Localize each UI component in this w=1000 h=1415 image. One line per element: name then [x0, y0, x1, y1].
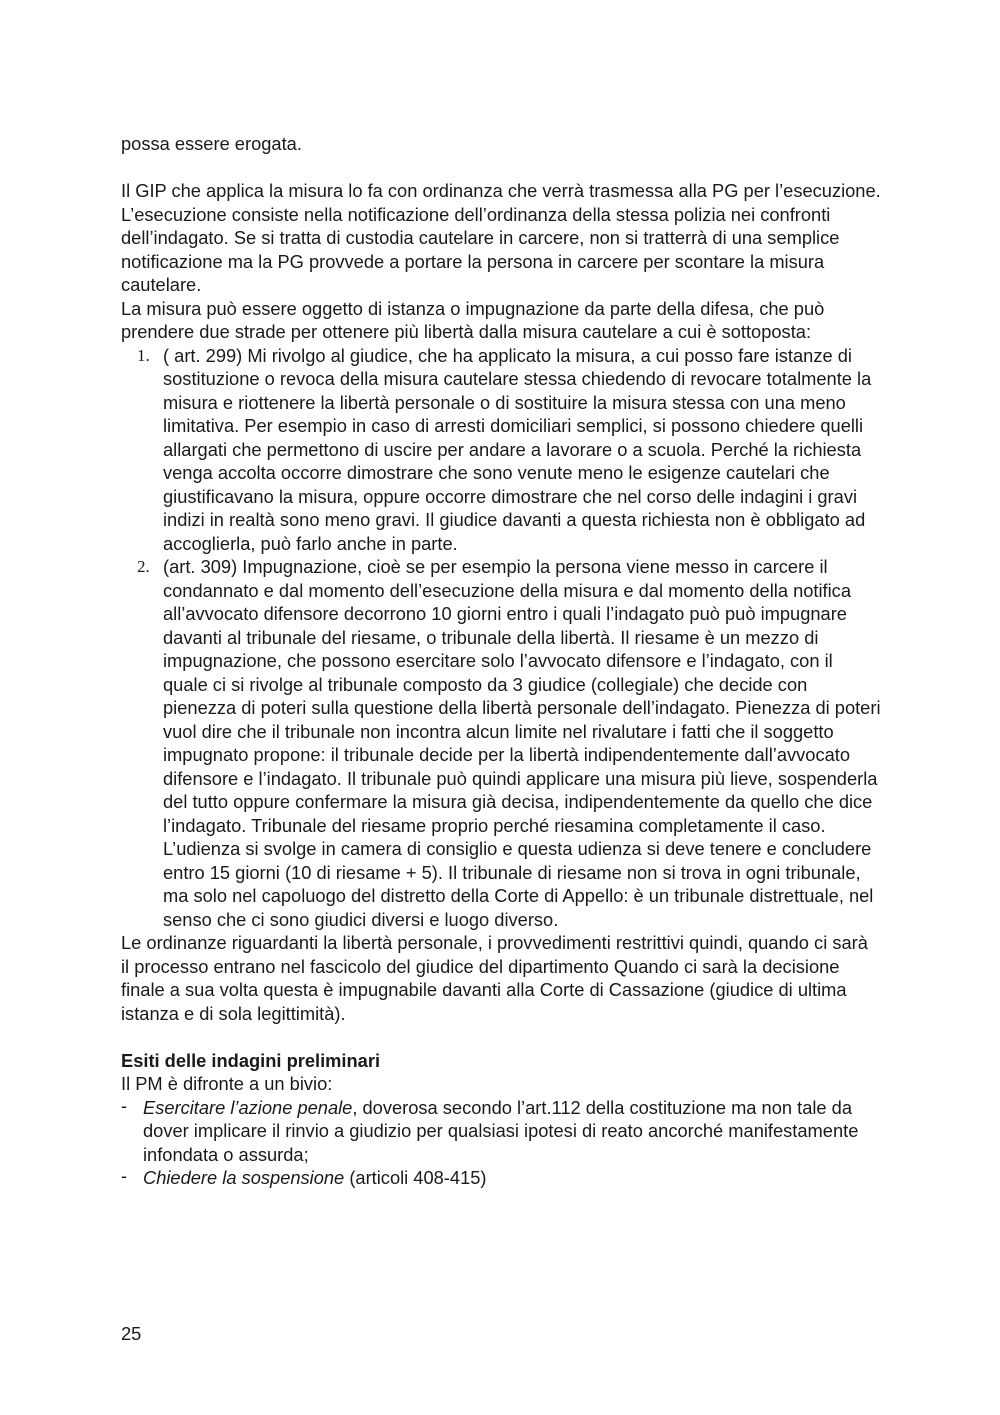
- list-item-text: ( art. 299) Mi rivolgo al giudice, che ha applicato la misura, a cui posso fare istanze di sostituzione o revoca della misura cautelare stessa chiedendo di revocare totalmente la misura e riottenere la libertà personale o di sostituire la misura stessa con una meno limitativa. Per esempio in caso di arresti domiciliari semplici, si possono chiedere quelli allargati che permettono di uscire per andare a lavorare o a scuola. Perché la richiesta venga accolta occorre dimostrare che sono venute meno le esigenze cautelari che giustificavano la misura, oppure occorre dimostrare che nel corso delle indagini i gravi indizi in realtà sono meno gravi. Il giudice davanti a questa richiesta non è obbligato ad accoglierla, può farlo anche in parte.: [163, 344, 872, 554]
- list-item-text: (art. 309) Impugnazione, cioè se per esempio la persona viene messo in carcere il condannato e dal momento dell’esecuzione della misura e dal momento della notifica all’avvocato difensore decorrono 10 giorni entro i quali l’indagato può può impugnare davanti al tribunale del riesame, o tribunale della libertà. Il riesame è un mezzo di impugnazione, che possono esercitare solo l’avvocato difensore e l’indagato, con il quale ci si rivolge al tribunale composto da 3 giudice (collegiale) che decide con pienezza di poteri sulla questione della libertà personale dell’indagato. Pienezza di poteri vuol dire che il tribunale non incontra alcun limite nel rivalutare i fatti che il soggetto impugnato propone: il tribunale decide per la libertà indipendentemente dall’avvocato difensore e l’indagato. Il tribunale può quindi applicare una misura più lieve, sospenderla del tutto oppure confermare la misura già decisa, indipendentemente da quello che dice l’indagato. Tribunale del riesame proprio perché riesamina completamente il caso. L’udienza si svolge in camera di consiglio e questa udienza si deve tenere e concludere entro 15 giorni (10 di riesame + 5). Il tribunale di riesame non si trova in ogni tribunale, ma solo nel capoluogo del distretto della Corte di Appello: è un tribunale distrettuale, nel senso che ci sono giudici diversi e luogo diverso.: [163, 556, 881, 930]
- dash-item-text: , doverosa secondo l’art.112 della costituzione ma non tale da dover implicare il rinvio a giudizio per qualsiasi ipotesi di reato ancorché manifestamente infondata o assurda;: [143, 1096, 859, 1165]
- dash-item-text: (articoli 408-415): [344, 1167, 487, 1188]
- section-heading: Esiti delle indagini preliminari: [121, 1049, 381, 1071]
- dash-list: [121, 1096, 881, 1190]
- numbered-list-item: [121, 555, 881, 931]
- paragraph-gip: Il GIP che applica la misura lo fa con ordinanza che verrà trasmessa alla PG per l’esecuzione. L’esecuzione consiste nella notificazione dell’ordinanza della stessa polizia nei confronti dell’indagato. Se si tratta di custodia cautelare in carcere, non si tratterrà di una semplice notificazione ma la PG provvede a portare la persona in carcere per scontare la misura cautelare.: [121, 180, 881, 295]
- dash-marker: -: [121, 1165, 128, 1186]
- list-number: 1.: [137, 345, 150, 365]
- top-fragment: possa essere erogata.: [121, 133, 302, 154]
- paragraph-spacer: [121, 1025, 881, 1049]
- numbered-list: [121, 344, 881, 932]
- dash-item-italic: Esercitare l’azione penale: [143, 1096, 353, 1118]
- paragraph-misura: La misura può essere oggetto di istanza o impugnazione da parte della difesa, che può prendere due strade per ottenere più libertà dalla misura cautelare a cui è sottoposta:: [121, 297, 825, 342]
- dash-list-item: [121, 1166, 881, 1190]
- paragraph-ordinanze: Le ordinanze riguardanti la libertà personale, i provvedimenti restrittivi quindi, quando ci sarà il processo entrano nel fascicolo del giudice del dipartimento Quando ci sarà la decisione finale a sua volta questa è impugnabile davanti alla Corte di Cassazione (giudice di ultima istanza e di sola legittimità).: [121, 932, 868, 1024]
- section-intro: Il PM è difronte a un bivio:: [121, 1073, 333, 1094]
- dash-list-item: [121, 1096, 881, 1167]
- dash-item-italic: Chiedere la sospensione: [143, 1167, 345, 1188]
- numbered-list-item: [121, 344, 881, 556]
- page-number: 25: [121, 1323, 142, 1344]
- document-page: [121, 132, 881, 1190]
- paragraph-spacer: [121, 156, 881, 180]
- list-number: 2.: [137, 557, 150, 576]
- dash-marker: -: [121, 1094, 128, 1116]
